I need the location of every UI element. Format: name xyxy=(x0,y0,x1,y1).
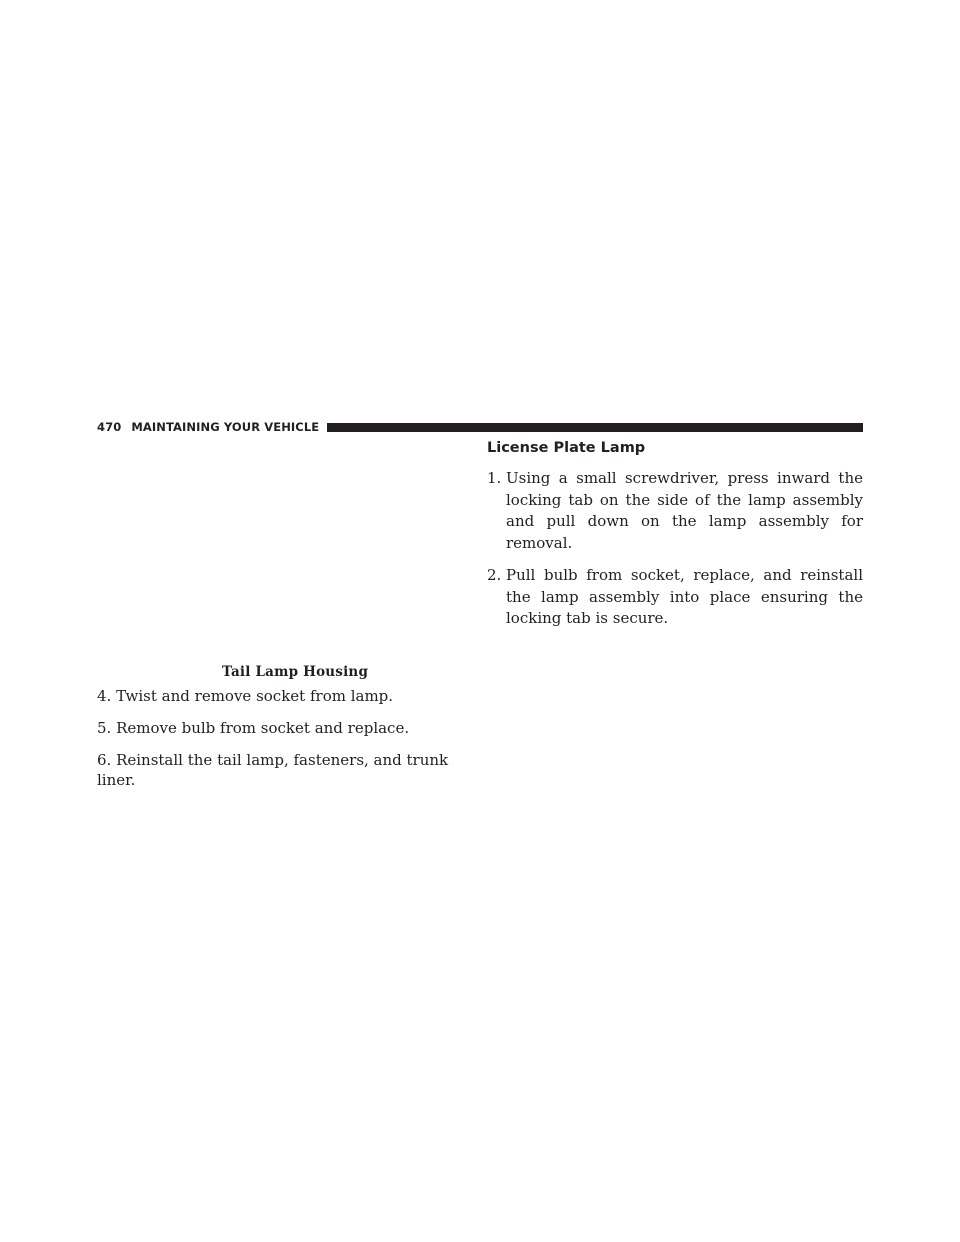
step-number: 2. xyxy=(487,566,502,584)
page-number: 470 xyxy=(97,420,122,434)
tail-lamp-steps xyxy=(97,686,467,802)
figure-caption: Tail Lamp Housing xyxy=(222,664,369,680)
step-number: 1. xyxy=(487,469,502,487)
step-text: Pull bulb from socket, replace, and reinstall the lamp assembly into place ensuring the locking tab is secure. xyxy=(506,566,863,627)
step-4: 4. Twist and remove socket from lamp. xyxy=(97,687,394,705)
header-rule xyxy=(327,423,863,432)
step-6: 6. Reinstall the tail lamp, fasteners, and trunk liner. xyxy=(97,751,449,789)
step-text: Using a small screwdriver, press inward the locking tab on the side of the lamp assembly and pull down on the lamp assembly for removal. xyxy=(506,469,863,552)
section-heading: License Plate Lamp xyxy=(487,440,646,456)
step-5: 5. Remove bulb from socket and replace. xyxy=(97,719,410,737)
page-header xyxy=(97,419,863,435)
section-title: MAINTAINING YOUR VEHICLE xyxy=(131,420,320,434)
step-2 xyxy=(487,565,863,630)
step-1 xyxy=(487,468,863,554)
license-plate-lamp-section xyxy=(487,440,863,641)
